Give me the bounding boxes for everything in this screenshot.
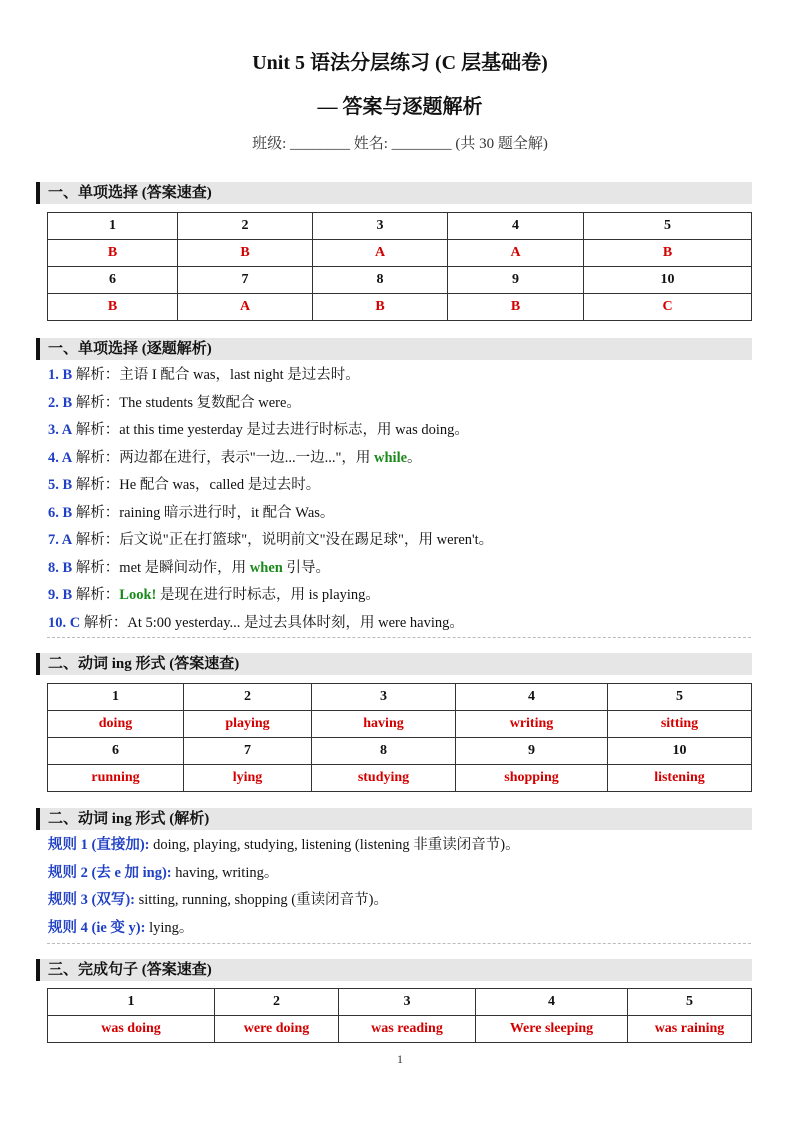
table-cell: 4	[456, 684, 608, 711]
section-divider	[47, 637, 751, 638]
answer-cell: were doing	[215, 1016, 339, 1043]
table-cell: 4	[448, 213, 584, 240]
keyword: when	[249, 559, 283, 576]
item-number: 3. A	[48, 422, 73, 438]
section1-answer-table	[47, 212, 752, 321]
answer-cell: Were sleeping	[476, 1016, 628, 1043]
item-text: 解析：主语 I 配合 was，last night 是过去时。	[72, 367, 360, 383]
list-item	[48, 555, 752, 583]
section2-quick-heading: 二、动词 ing 形式 (答案速查)	[36, 653, 752, 675]
item-number: 2. B	[48, 394, 73, 411]
answer-cell: C	[584, 294, 752, 321]
table-cell: 1	[48, 213, 178, 240]
page-number: 1	[397, 1052, 403, 1066]
rule-label: 规则 1 (直接加):	[48, 837, 150, 853]
answer-cell: listening	[608, 765, 752, 792]
table-cell: 8	[313, 267, 448, 294]
rule-text: lying。	[145, 919, 194, 936]
keyword: while	[374, 449, 408, 466]
answer-cell: playing	[184, 711, 312, 738]
table-cell: 2	[178, 213, 313, 240]
item-number: 10. C	[48, 614, 81, 631]
table-row	[48, 1016, 752, 1043]
list-item	[48, 610, 752, 638]
answer-cell: B	[448, 294, 584, 321]
table-row	[48, 684, 752, 711]
rule-label: 规则 3 (双写):	[48, 892, 135, 908]
item-number: 8. B	[48, 559, 73, 576]
list-item	[48, 362, 752, 390]
answer-cell: was raining	[628, 1016, 752, 1043]
item-number: 1. B	[48, 367, 73, 383]
item-text: 解析：met 是瞬间动作，用	[72, 559, 250, 576]
section2-answer-table	[47, 683, 752, 792]
list-item	[48, 860, 752, 888]
section1-quick-heading: 一、单项选择 (答案速查)	[36, 182, 752, 204]
table-cell: 5	[584, 213, 752, 240]
answer-cell: B	[48, 240, 178, 267]
answer-cell: shopping	[456, 765, 608, 792]
table-cell: 2	[215, 989, 339, 1016]
answer-cell: running	[48, 765, 184, 792]
answer-cell: B	[313, 294, 448, 321]
item-text: 解析：At 5:00 yesterday... 是过去具体时刻，用 were having。	[80, 614, 464, 631]
rule-label: 规则 4 (ie 变 y):	[48, 919, 146, 936]
answer-cell: A	[313, 240, 448, 267]
item-number: 6. B	[48, 504, 73, 521]
table-row	[48, 765, 752, 792]
rule-text: doing, playing, studying, listening (listening 非重读闭音节)。	[149, 837, 520, 853]
section1-explain-heading: 一、单项选择 (逐题解析)	[36, 338, 752, 360]
answer-cell: B	[178, 240, 313, 267]
answer-cell: B	[584, 240, 752, 267]
answer-cell: lying	[184, 765, 312, 792]
answer-cell: doing	[48, 711, 184, 738]
table-cell: 7	[184, 738, 312, 765]
table-row	[48, 738, 752, 765]
list-item	[48, 915, 752, 943]
table-cell: 3	[313, 213, 448, 240]
section3-quick-heading: 三、完成句子 (答案速查)	[36, 959, 752, 981]
item-text: 解析：raining 暗示进行时，it 配合 Was。	[72, 504, 335, 521]
item-text: 。	[407, 449, 422, 466]
answer-cell: sitting	[608, 711, 752, 738]
table-cell: 5	[608, 684, 752, 711]
item-text: 解析：at this time yesterday 是过去进行时标志，用 was doing。	[72, 422, 469, 438]
answer-cell: B	[48, 294, 178, 321]
table-cell: 1	[48, 989, 215, 1016]
section1-explanation-list	[48, 362, 752, 637]
section2-explain-heading: 二、动词 ing 形式 (解析)	[36, 808, 752, 830]
list-item	[48, 887, 752, 915]
answer-cell: having	[312, 711, 456, 738]
table-cell: 2	[184, 684, 312, 711]
rule-label: 规则 2 (去 e 加 ing):	[48, 864, 172, 881]
list-item	[48, 445, 752, 473]
student-info-line: 班级: ________ 姓名: ________ (共 30 题全解)	[252, 136, 548, 152]
keyword: Look!	[119, 587, 157, 603]
section3-answer-table	[47, 988, 752, 1043]
table-cell: 6	[48, 267, 178, 294]
item-number: 9. B	[48, 587, 73, 603]
answer-cell: studying	[312, 765, 456, 792]
item-text: 解析：He 配合 was，called 是过去时。	[72, 477, 321, 493]
section-divider	[47, 943, 751, 944]
table-cell: 8	[312, 738, 456, 765]
table-row	[48, 989, 752, 1016]
table-row	[48, 711, 752, 738]
table-row	[48, 294, 752, 321]
rule-text: sitting, running, shopping (重读闭音节)。	[135, 892, 388, 908]
item-text: 解析：两边都在进行，表示"一边...一边..."，用	[72, 449, 375, 466]
table-cell: 1	[48, 684, 184, 711]
page-title: Unit 5 语法分层练习 (C 层基础卷)	[252, 52, 548, 74]
item-text: 解析：后文说"正在打篮球"，说明前文"没在踢足球"，用 weren't。	[72, 532, 494, 548]
table-row	[48, 240, 752, 267]
table-cell: 3	[312, 684, 456, 711]
list-item	[48, 472, 752, 500]
answer-cell: writing	[456, 711, 608, 738]
table-row	[48, 213, 752, 240]
list-item	[48, 527, 752, 555]
list-item	[48, 582, 752, 610]
page-subtitle: — 答案与逐题解析	[317, 96, 483, 118]
section2-rule-list	[48, 832, 752, 942]
item-text: 引导。	[282, 559, 330, 576]
table-cell: 9	[456, 738, 608, 765]
answer-cell: was doing	[48, 1016, 215, 1043]
list-item	[48, 500, 752, 528]
answer-cell: A	[448, 240, 584, 267]
list-item	[48, 417, 752, 445]
rule-text: having, writing。	[171, 864, 279, 881]
table-cell: 9	[448, 267, 584, 294]
list-item	[48, 390, 752, 418]
item-number: 5. B	[48, 477, 73, 493]
answer-cell: A	[178, 294, 313, 321]
list-item	[48, 832, 752, 860]
table-cell: 6	[48, 738, 184, 765]
item-text: 是现在进行时标志，用 is playing。	[156, 587, 380, 603]
table-cell: 10	[608, 738, 752, 765]
table-row	[48, 267, 752, 294]
item-number: 7. A	[48, 532, 73, 548]
item-number: 4. A	[48, 449, 73, 466]
table-cell: 4	[476, 989, 628, 1016]
item-text: 解析：The students 复数配合 were。	[72, 394, 301, 411]
table-cell: 5	[628, 989, 752, 1016]
table-cell: 7	[178, 267, 313, 294]
answer-cell: was reading	[339, 1016, 476, 1043]
item-text: 解析：	[72, 587, 120, 603]
table-cell: 3	[339, 989, 476, 1016]
table-cell: 10	[584, 267, 752, 294]
